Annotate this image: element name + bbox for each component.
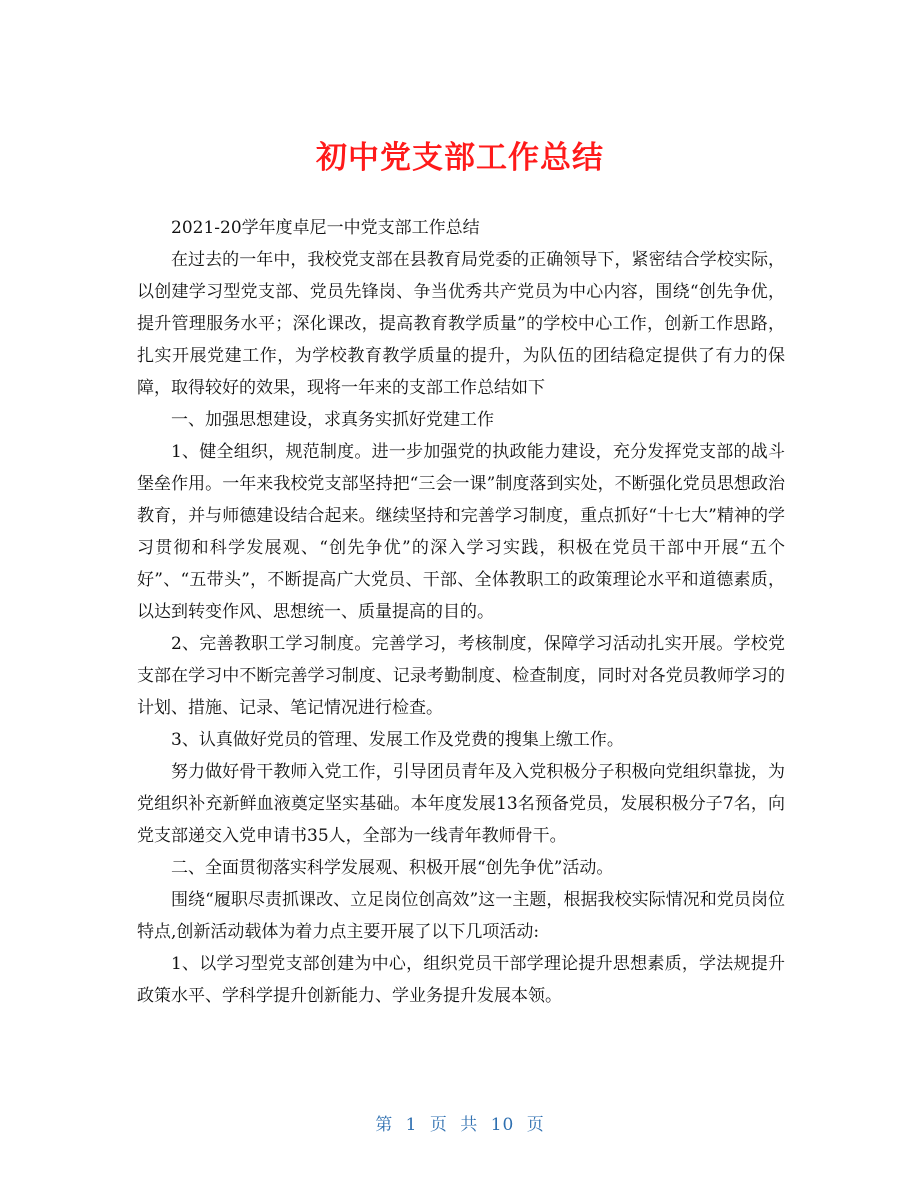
page-number-footer: 第 1 页 共 10 页 — [375, 1115, 545, 1135]
paragraph-item-3: 3、认真做好党员的管理、发展工作及党费的搜集上缴工作。 — [171, 730, 624, 750]
section-heading-1: 一、加强思想建设，求真务实抓好党建工作 — [171, 410, 494, 430]
section-heading-2: 二、全面贯彻落实科学发展观、积极开展“创先争优”活动。 — [171, 858, 614, 878]
paragraph-item-1: 1、健全组织，规范制度。进一步加强党的执政能力建设，充分发挥党支部的战斗堡垒作用。一年来我校党支部坚持把“三会一课”制度落到实处，不断强化党员思想政治教育，并与师德建设结合起来。继续坚持和完善学习制度，重点抓好“十七大”精神的学习贯彻和科学发展观、“创先争优”的深入学习实践，积极在党员干部中开展“五个好”、“五带头”，不断提高广大党员、干部、全体教职工的政策理论水平和道德素质，以达到转变作风、思想统一、质量提高的目的。 — [137, 442, 785, 622]
paragraph-subtitle: 2021-20学年度卓尼一中党支部工作总结 — [171, 218, 480, 238]
paragraph-party-development: 努力做好骨干教师入党工作，引导团员青年及入党积极分子积极向党组织靠拢，为党组织补充新鲜血液奠定坚实基础。本年度发展13名预备党员，发展积极分子7名，向党支部递交入党申请书35人，全部为一线青年教师骨干。 — [137, 762, 785, 846]
paragraph-intro: 在过去的一年中，我校党支部在县教育局党委的正确领导下，紧密结合学校实际，以创建学习型党支部、党员先锋岗、争当优秀共产党员为中心内容，围绕“创先争优，提升管理服务水平；深化课改，提高教育教学质量”的学校中心工作，创新工作思路，扎实开展党建工作，为学校教育教学质量的提升，为队伍的团结稳定提供了有力的保障，取得较好的效果，现将一年来的支部工作总结如下 — [137, 250, 785, 398]
paragraph-item-2: 2、完善教职工学习制度。完善学习，考核制度，保障学习活动扎实开展。学校党支部在学习中不断完善学习制度、记录考勤制度、检查制度，同时对各党员教师学习的计划、措施、记录、笔记情况进行检查。 — [137, 634, 785, 718]
paragraph-activity-1: 1、以学习型党支部创建为中心，组织党员干部学理论提升思想素质，学法规提升政策水平、学科学提升创新能力、学业务提升发展本领。 — [137, 954, 785, 1006]
document-title: 初中党支部工作总结 — [316, 139, 604, 176]
paragraph-activities-intro: 围绕“履职尽责抓课改、立足岗位创高效”这一主题，根据我校实际情况和党员岗位特点,创新活动载体为着力点主要开展了以下几项活动: — [137, 890, 785, 942]
document-body — [137, 212, 785, 1012]
